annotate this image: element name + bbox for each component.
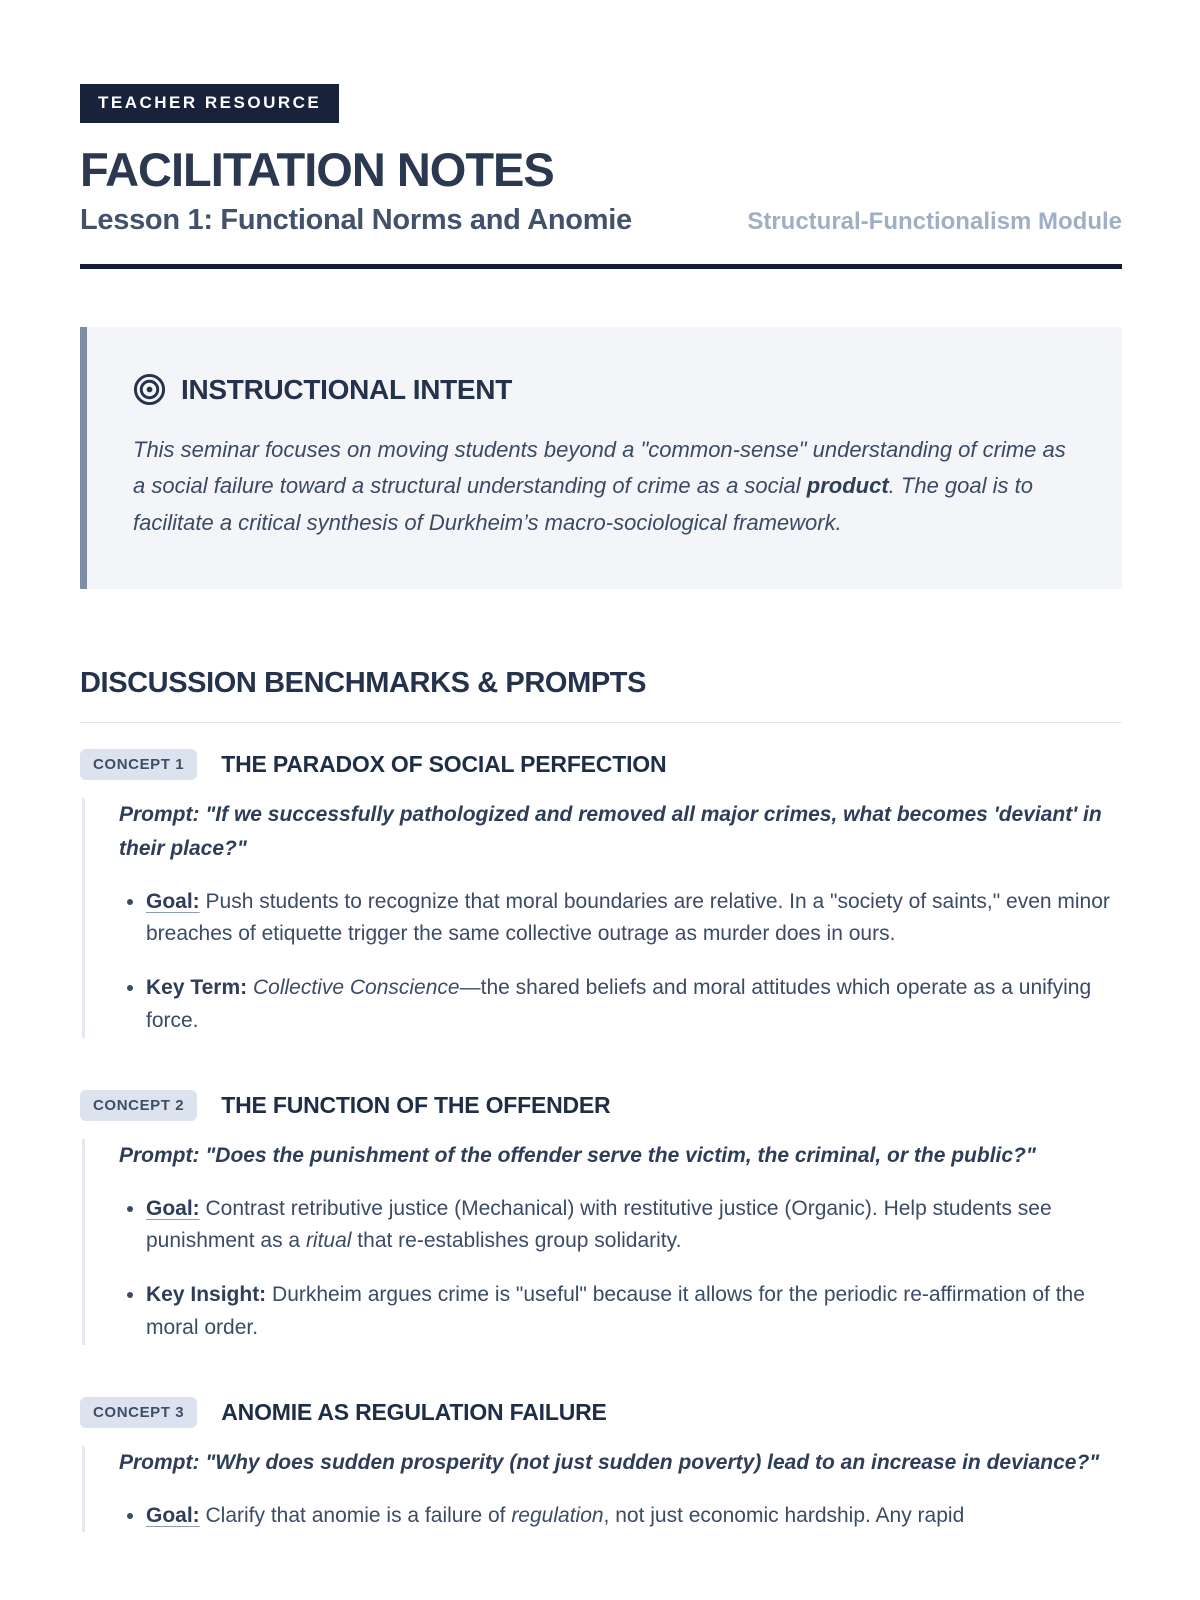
concept-heading-row bbox=[80, 1397, 1122, 1428]
text-segment: product bbox=[806, 473, 889, 499]
concept-bullet bbox=[146, 886, 1122, 952]
intent-heading: INSTRUCTIONAL INTENT bbox=[181, 373, 513, 405]
text-segment: Key Insight: bbox=[146, 1283, 267, 1307]
section-divider bbox=[80, 722, 1122, 723]
section-heading: DISCUSSION BENCHMARKS & PROMPTS bbox=[80, 666, 647, 699]
concept-bullet-list bbox=[119, 1500, 1122, 1533]
concept-title: THE FUNCTION OF THE OFFENDER bbox=[221, 1091, 611, 1118]
concepts-list bbox=[80, 749, 1122, 1533]
text-segment: Push students to recognize that moral boundaries are relative. In a "society of saints," even minor breaches of etiquette trigger the same collective outrage as murder does in ours. bbox=[146, 889, 1110, 946]
concept-badge: CONCEPT 1 bbox=[80, 749, 197, 780]
text-segment: that re-establishes group solidarity. bbox=[351, 1229, 682, 1253]
text-segment: ritual bbox=[305, 1229, 352, 1253]
concept-prompt: Prompt: "Does the punishment of the offender serve the victim, the criminal, or the public?" bbox=[119, 1143, 1036, 1167]
concept-bullet bbox=[146, 972, 1122, 1038]
text-segment: —the shared beliefs and moral attitudes which operate as a unifying force. bbox=[146, 976, 1092, 1032]
text-segment: Contrast retributive justice (Mechanical) with restitutive justice (Organic). Help students see punishment as a bbox=[146, 1196, 1052, 1253]
text-segment: Goal: bbox=[146, 1503, 200, 1527]
intent-heading-row bbox=[133, 373, 1072, 406]
concept-body bbox=[82, 1446, 1122, 1533]
header-divider bbox=[80, 264, 1122, 269]
subtitle-row bbox=[80, 204, 1122, 237]
concept-heading-row bbox=[80, 749, 1122, 780]
page-title: FACILITATION NOTES bbox=[80, 143, 554, 196]
text-segment: Key Term: bbox=[146, 976, 248, 1000]
document-header bbox=[80, 84, 1122, 269]
text-segment: Goal: bbox=[146, 1196, 200, 1220]
concept-prompt: Prompt: "If we successfully pathologized and removed all major crimes, what becomes 'deviant' in their place?" bbox=[119, 802, 1102, 860]
instructional-intent-box bbox=[80, 327, 1122, 588]
teacher-resource-badge: TEACHER RESOURCE bbox=[80, 84, 339, 123]
concept-body bbox=[82, 1139, 1122, 1345]
text-segment: This seminar focuses on moving students beyond a "common-sense" understanding of crime as a social failure toward a structural understanding of crime as a social bbox=[133, 437, 1066, 499]
text-segment: Goal: bbox=[146, 889, 200, 913]
text-segment: Durkheim argues crime is "useful" because it allows for the periodic re-affirmation of the moral order. bbox=[146, 1283, 1085, 1339]
concept-heading-row bbox=[80, 1090, 1122, 1121]
target-icon bbox=[133, 373, 166, 406]
text-segment: . The goal is to facilitate a critical synthesis of Durkheim’s macro-sociological framework. bbox=[133, 473, 1033, 535]
concept-title: THE PARADOX OF SOCIAL PERFECTION bbox=[221, 750, 667, 777]
text-segment: regulation bbox=[511, 1503, 604, 1527]
concept-bullet-list bbox=[119, 1193, 1122, 1345]
module-label: Structural-Functionalism Module bbox=[747, 208, 1122, 236]
text-segment: , not just economic hardship. Any rapid bbox=[603, 1503, 965, 1527]
concept-block bbox=[80, 1397, 1122, 1533]
concept-block bbox=[80, 1090, 1122, 1345]
concept-bullet bbox=[146, 1500, 1122, 1533]
concept-bullet-list bbox=[119, 886, 1122, 1038]
concept-bullet bbox=[146, 1193, 1122, 1259]
concept-badge: CONCEPT 3 bbox=[80, 1397, 197, 1428]
concept-block bbox=[80, 749, 1122, 1038]
concept-bullet bbox=[146, 1279, 1122, 1345]
lesson-subtitle: Lesson 1: Functional Norms and Anomie bbox=[80, 204, 632, 237]
text-segment: Collective Conscience bbox=[253, 976, 460, 1000]
concept-badge: CONCEPT 2 bbox=[80, 1090, 197, 1121]
intent-body-text bbox=[133, 432, 1072, 540]
concept-title: ANOMIE AS REGULATION FAILURE bbox=[221, 1398, 607, 1425]
concept-body bbox=[82, 798, 1122, 1038]
text-segment: Clarify that anomie is a failure of bbox=[199, 1503, 512, 1527]
concept-prompt: Prompt: "Why does sudden prosperity (not just sudden poverty) lead to an increase in deviance?" bbox=[119, 1450, 1100, 1474]
